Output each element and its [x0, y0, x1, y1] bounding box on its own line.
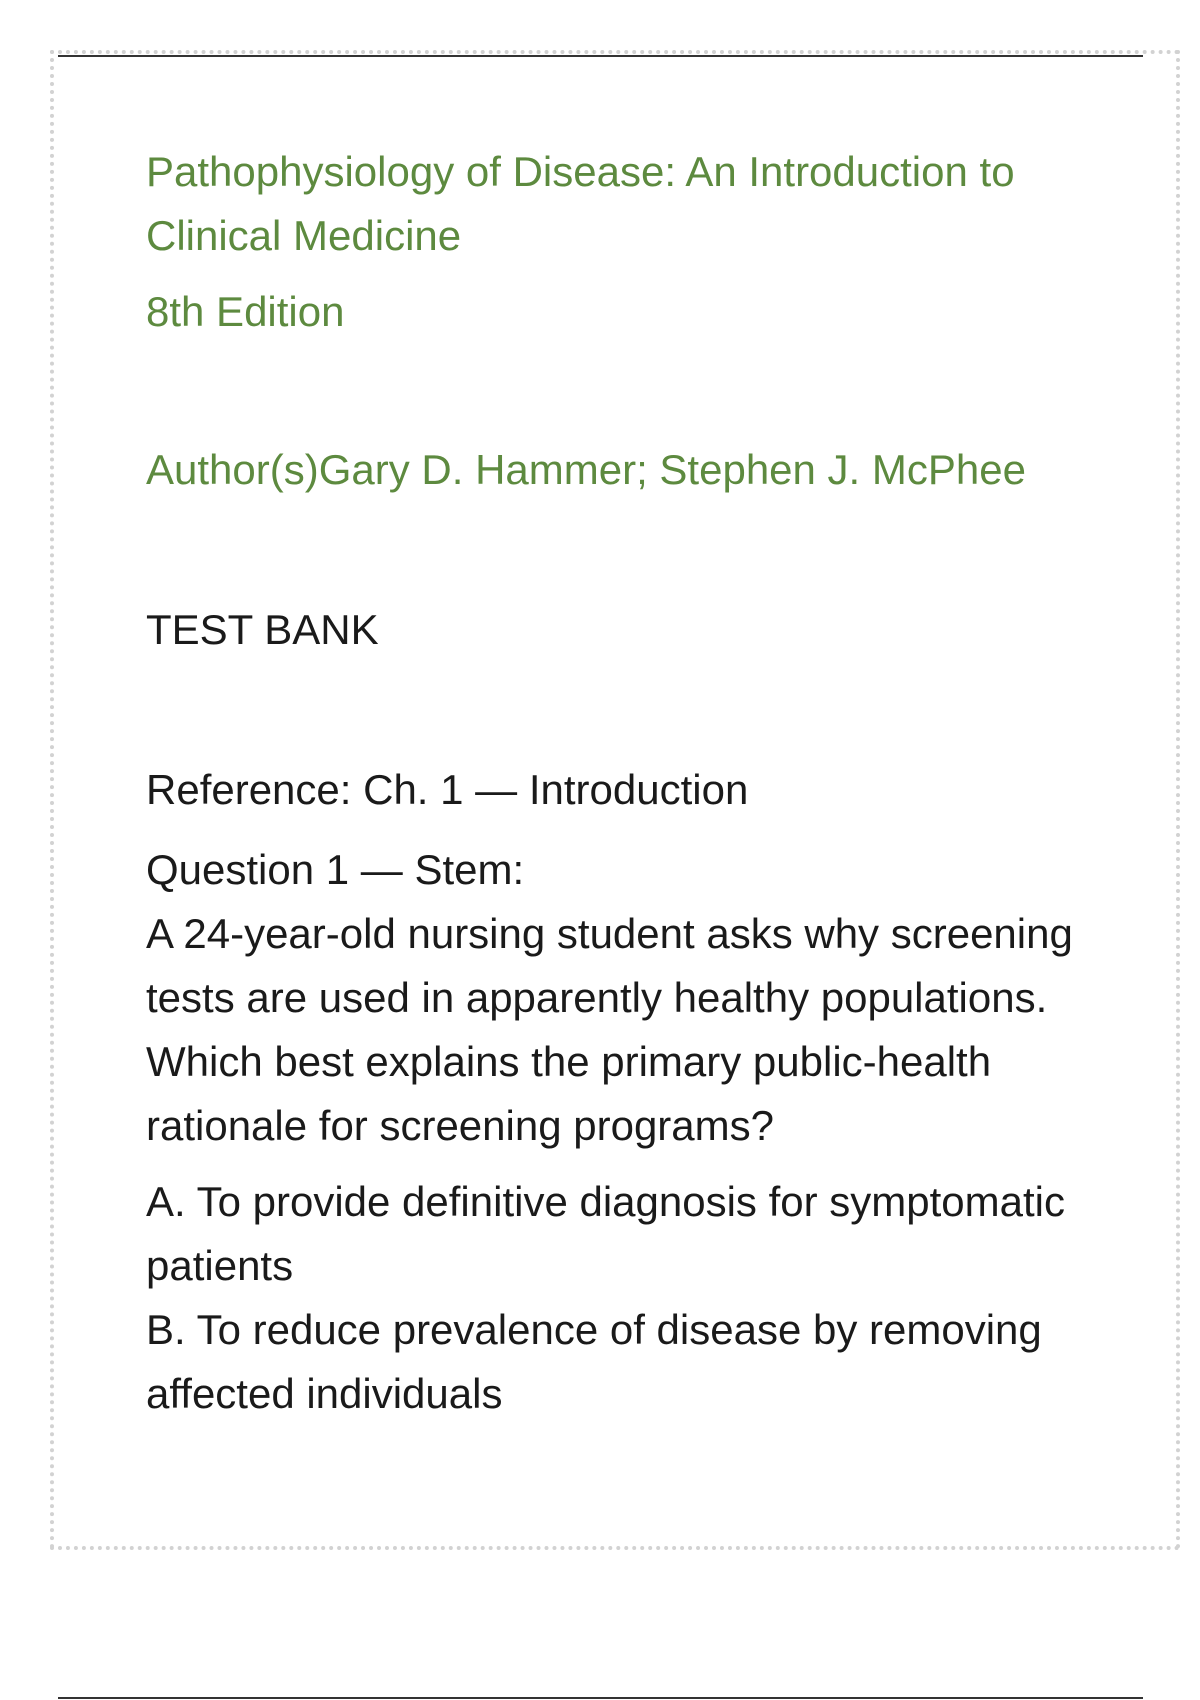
test-bank-label: TEST BANK	[146, 606, 379, 653]
bottom-rule	[58, 1697, 1143, 1699]
question-stem: A 24-year-old nursing student asks why screening tests are used in apparently healthy populations. Which best explains the primary public-health rationale for screening programs?	[146, 910, 1073, 1149]
book-authors: Author(s)Gary D. Hammer; Stephen J. McPhee	[146, 446, 1026, 493]
chapter-reference: Reference: Ch. 1 — Introduction	[146, 766, 749, 813]
book-edition: 8th Edition	[146, 288, 345, 335]
book-title: Pathophysiology of Disease: An Introduction to Clinical Medicine	[146, 148, 1015, 259]
answer-options	[146, 1170, 1136, 1426]
answer-option-a: A. To provide definitive diagnosis for symptomatic patients	[146, 1178, 1065, 1289]
page-content	[146, 140, 1136, 1426]
question-title: Question 1 — Stem:	[146, 846, 525, 893]
answer-option-b: B. To reduce prevalence of disease by removing affected individuals	[146, 1306, 1042, 1417]
